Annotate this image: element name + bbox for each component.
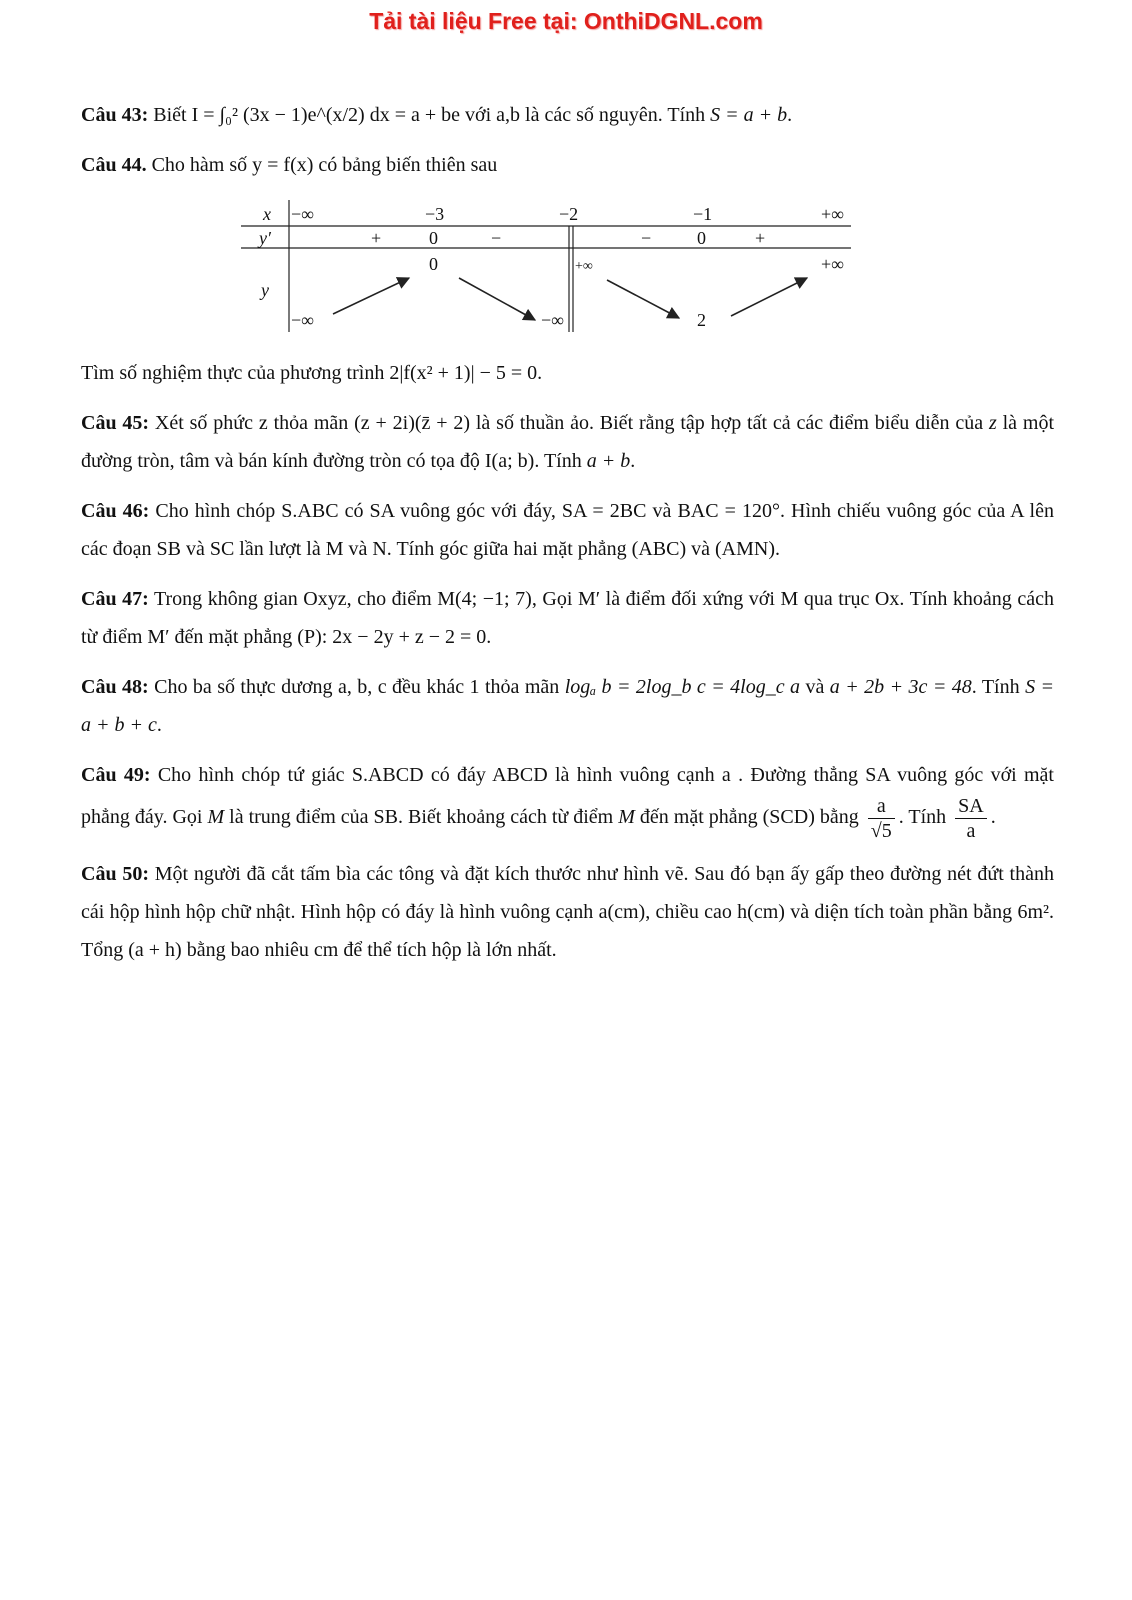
integral-formula: I = ∫₀² (3x − 1)e^(x/2) dx = a + be [191,104,461,126]
yprime-sign: − [641,228,652,248]
question-44: Câu 44. Cho hàm số y = f(x) có bảng biến thiên sau [81,154,498,176]
question-label: Câu 46: [81,500,150,522]
question-label: Câu 44. [81,154,147,176]
yprime-zero: 0 [697,228,706,248]
fraction-a-sqrt5: $\frac{a}{√5}$ [868,794,895,843]
document-body [81,96,1054,981]
yprime-sign: − [491,228,502,248]
row-label-x: x [263,204,271,224]
question-label: Câu 49: [81,764,151,786]
y-value: +∞ [575,259,593,274]
question-label: Câu 47: [81,588,149,610]
sum-formula: S = a + b [710,104,788,126]
y-value: −∞ [541,310,564,330]
page-header: Tải tài liệu Free tại: OnthiDGNL.com [369,8,763,34]
arrow-up [333,278,409,314]
x-value: −3 [425,204,445,224]
row-label-y: y [261,280,269,300]
y-value: +∞ [821,254,844,274]
question-48: Câu 48: Cho ba số thực dương a, b, c đều khác 1 thỏa mãn logₐ b = 2log_b c = 4log_c a và a + 2b + 3c = 48. Tính S = a + b + c. [81,676,1054,736]
question-45: Câu 45: Xét số phức z thỏa mãn (z + 2i)(z̄ + 2) là số thuần ảo. Biết rằng tập hợp tất cả các điểm biểu diễn của z là một đường tròn, tâm và bán kính đường tròn có tọa độ I(a; b). Tính a + b. [81,412,1055,472]
x-value: −1 [693,204,713,224]
question-44-task: Tìm số nghiệm thực của phương trình 2|f(x² + 1)| − 5 = 0. [81,362,543,384]
row-label-yprime: y′ [259,228,271,248]
x-value: −2 [559,204,579,224]
y-value: 2 [697,310,706,330]
y-value: 0 [429,254,438,274]
yprime-zero: 0 [429,228,438,248]
log-condition: logₐ b = 2log_b c = 4log_c a [564,676,801,698]
arrow-down [607,280,679,318]
function-formula: y = f(x) [252,154,314,176]
yprime-sign: + [755,228,766,248]
equation-formula: 2|f(x² + 1)| − 5 = 0 [389,362,538,384]
question-46: Câu 46: Cho hình chóp S.ABC có SA vuông góc với đáy, SA = 2BC và BAC = 120°. Hình chiếu vuông góc của A lên các đoạn SB và SC lần lượt là M và N. Tính góc giữa hai mặt phẳng (ABC) và (AMN). [81,500,1054,560]
question-50: Câu 50: Một người đã cắt tấm bìa các tông và đặt kích thước như hình vẽ. Sau đó bạn ấy gấp theo đường nét đứt thành cái hộp hình hộp chữ nhật. Hình hộp có đáy là hình vuông cạnh a(cm), chiều cao h(cm) và diện tích toàn phần bằng 6m². Tổng (a + h) bằng bao nhiêu cm để thể tích hộp là lớn nhất. [81,863,1054,961]
question-47: Câu 47: Trong không gian Oxyz, cho điểm M(4; −1; 7), Gọi M′ là điểm đối xứng với M qua trục Ox. Tính khoảng cách từ điểm M′ đến mặt phẳng (P): 2x − 2y + z − 2 = 0. [81,588,1054,648]
arrow-up [731,278,807,316]
question-43: Câu 43: Biết I = ∫₀² (3x − 1)e^(x/2) dx = a + be với a,b là các số nguyên. Tính S = a + b. [81,104,793,126]
question-label: Câu 43: [81,104,149,126]
yprime-sign: + [371,228,382,248]
variation-table [241,196,861,336]
arrow-down [459,278,535,320]
question-49: Câu 49: Cho hình chóp tứ giác S.ABCD có đáy ABCD là hình vuông cạnh a . Đường thẳng SA vuông góc với mặt phẳng đáy. Gọi M là trung điểm của SB. Biết khoảng cách từ điểm M đến mặt phẳng (SCD) bằng $\frac{a}{√5}$ . Tính $\frac{SA}{a}$ . [81,764,1054,842]
question-label: Câu 50: [81,863,149,885]
fraction-sa-a: $\frac{SA}{a}$ [955,794,987,843]
plane-equation: (P): 2x − 2y + z − 2 = 0 [297,626,487,648]
x-value: −∞ [291,204,314,224]
x-value: +∞ [821,204,844,224]
question-label: Câu 48: [81,676,149,698]
question-label: Câu 45: [81,412,150,434]
complex-expression: (z + 2i)(z̄ + 2) [354,412,471,434]
center-coordinates: I(a; b) [484,450,535,472]
y-value: −∞ [291,310,314,330]
